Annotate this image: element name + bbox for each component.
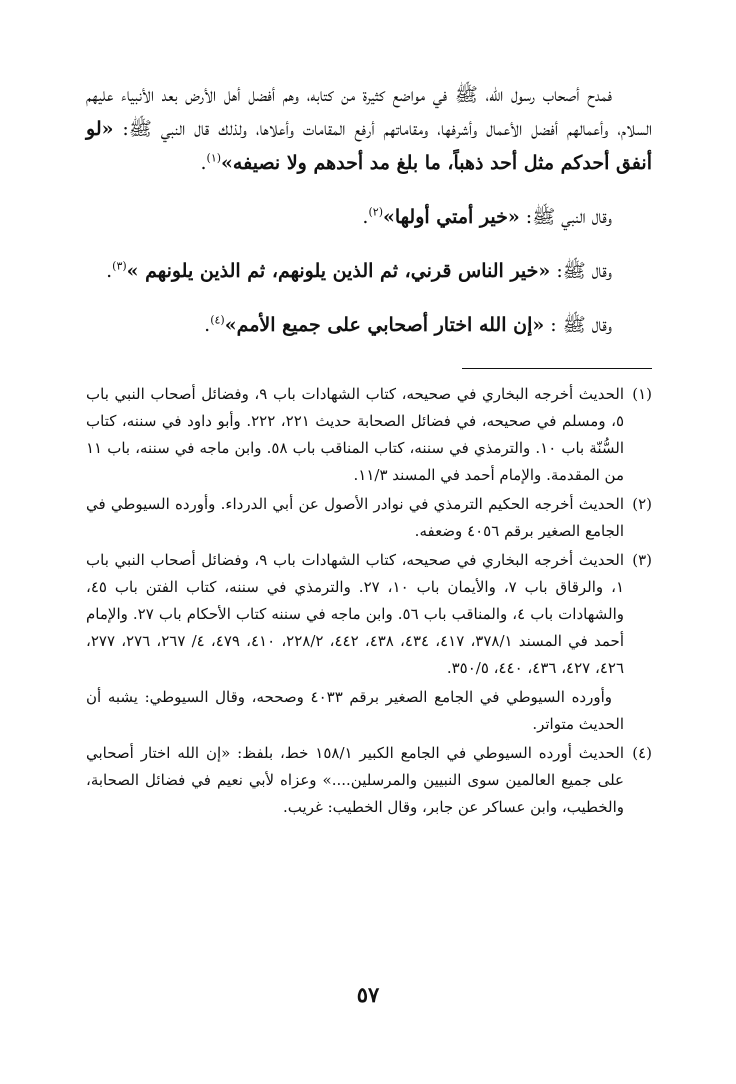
paragraph-text: وقال ﷺ : — [544, 314, 612, 336]
footnote-ref[interactable]: (٤) — [210, 313, 225, 327]
punctuation: . — [106, 260, 113, 282]
hadith-quote: «خير الناس قرني، ثم الذين يلونهم، ثم الذين يلونهم » — [126, 260, 551, 282]
main-paragraph-1 — [86, 78, 652, 180]
main-paragraph-4 — [86, 308, 652, 342]
footnote-number: (٣) — [632, 551, 652, 569]
footnote-1 — [86, 381, 652, 489]
footnote-4 — [86, 740, 652, 821]
footnote-text: الحديث أخرجه البخاري في صحيحه، كتاب الشهادات باب ٩، وفضائل أصحاب النبي باب ١، والرقاق باب ٧، والأيمان باب ١٠، ٢٧. والترمذي في سننه، كتاب الفتن باب ٤٥، والشهادات باب ٤، والمناقب باب ٥٦. وابن ماجه في سننه كتاب الأحكام باب ٢٧. والإمام أحمد في المسند ٣٧٨/١، ٤١٧، ٤٣٤، ٤٣٨، ٤٤٢، ٢٢٨/٢، ٤١٠، ٤٧٩، ٤/ ٢٦٧، ٢٧٦، ٢٧٧، ٤٢٦، ٤٢٧، ٤٣٦، ٤٤٠، ٣٥٠/٥. — [86, 551, 624, 677]
paragraph-text: فمدح أصحاب رسول الله، ﷺ في مواضع كثيرة من كتابه، وهم أفضل أهل الأرض بعد الأنبياء عليهم السلام، وأعمالهم أفضل الأعمال وأشرفها، ومقاماتهم أرفع المقامات وأعلاها، ولذلك قال النبي ﷺ: — [86, 84, 652, 140]
page-number: ٥٧ — [356, 982, 380, 1007]
footnote-3 — [86, 547, 652, 682]
footnote-number: (١) — [632, 385, 652, 403]
footnote-ref[interactable]: (١) — [206, 151, 222, 165]
footnote-text: الحديث أخرجه البخاري في صحيحه، كتاب الشهادات باب ٩، وفضائل أصحاب النبي باب ٥، ومسلم في صحيحه، في فضائل الصحابة حديث ٢٢١، ٢٢٢. وأبو داود في سننه، كتاب السُّنّة باب ١٠. والترمذي في سننه، كتاب المناقب باب ٥٨. وابن ماجه في سننه، باب ١١ من المقدمة. والإمام أحمد في المسند ١١/٣. — [86, 385, 625, 484]
footnote-3-continuation: وأورده السيوطي في الجامع الصغير برقم ٤٠٣٣ وصححه، وقال السيوطي: يشبه أن الحديث متواتر. — [86, 688, 624, 733]
footnote-ref[interactable]: (٢) — [368, 205, 383, 219]
footnote-text: الحديث أخرجه الحكيم الترمذي في نوادر الأصول عن أبي الدرداء. وأورده السيوطي في الجامع الصغير برقم ٤٠٥٦ وضعفه. — [86, 495, 624, 540]
footnote-divider — [462, 368, 652, 369]
paragraph-text: وقال ﷺ: — [550, 260, 612, 282]
footnote-2 — [86, 491, 652, 545]
footnote-number: (٤) — [632, 744, 652, 762]
footnote-number: (٢) — [632, 495, 652, 513]
page-body — [86, 78, 652, 823]
hadith-quote: «لو أنفق أحدكم مثل أحد ذهباً، ما بلغ مد أحدهم ولا نصيفه» — [86, 118, 652, 174]
punctuation: . — [204, 314, 211, 336]
paragraph-text: وقال النبي ﷺ: — [519, 206, 612, 228]
footnote-ref[interactable]: (٣) — [112, 259, 127, 273]
footnote-text: الحديث أورده السيوطي في الجامع الكبير ١٥٨/١ خط، بلفظ: «إن الله اختار أصحابي على جميع العالمين سوى النبيين والمرسلين....» وعزاه لأبي نعيم في فضائل الصحابة، والخطيب، وابن عساكر عن جابر، وقال الخطيب: غريب. — [86, 744, 624, 816]
main-paragraph-2 — [86, 200, 652, 234]
hadith-quote: «خير أمتي أولها» — [382, 206, 520, 228]
hadith-quote: «إن الله اختار أصحابي على جميع الأمم» — [224, 314, 545, 336]
punctuation: . — [200, 152, 207, 174]
punctuation: . — [362, 206, 369, 228]
main-paragraph-3 — [86, 254, 652, 288]
